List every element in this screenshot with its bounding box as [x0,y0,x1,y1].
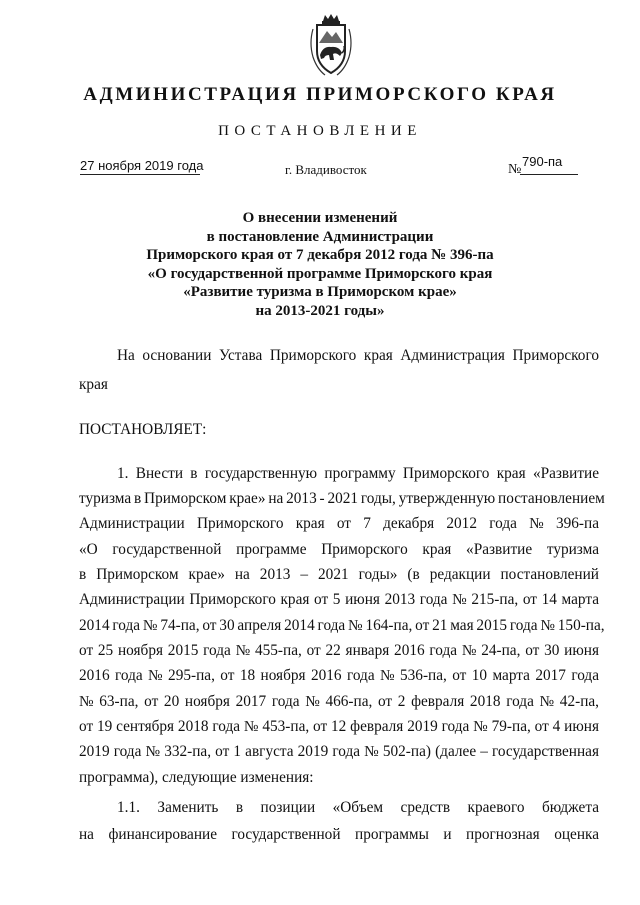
subject-line: на 2013-2021 годы» [255,302,385,319]
subject-line: в постановление Администрации [206,228,434,245]
item1-line: от 19 сентября 2018 года № 453-па, от 12 февраля 2019 года № 79-па, от 4 июня [79,718,599,735]
item1-line: Администрации Приморского края от 5 июня 2013 года № 215-па, от 14 марта [79,591,599,608]
document-number: 790-па [522,154,563,169]
document-subject [0,209,640,321]
subject-line: Приморского края от 7 декабря 2012 года № 396-па [146,247,494,264]
item1-line: 2016 года № 295-па, от 18 ноября 2016 года № 536-па, от 10 марта 2017 года [79,667,599,684]
document-city: г. Владивосток [285,162,367,177]
item1-line: Администрации Приморского края от 7 декабря 2012 года № 396-па [79,515,599,532]
subject-line: «О государственной программе Приморского края [147,265,493,282]
document-number-label: № [508,162,522,177]
item1-line: «О государственной программе Приморского края «Развитие туризма [79,541,599,558]
basis-line: На основании Устава Приморского края Администрация Приморского [117,347,599,364]
item1-line: туризма в Приморском крае» на 2013 - 2021 годы, утвержденную постановлением [79,490,605,507]
primorsky-krai-coat-of-arms-icon [303,13,359,77]
subject-line: «Развитие туризма в Приморском крае» [183,284,457,301]
document-date: 27 ноября 2019 года [80,158,204,173]
item1-1-line: 1.1. Заменить в позиции «Объем средств краевого бюджета [117,799,599,816]
item1-line: в Приморском крае» на 2013 – 2021 годы» (в редакции постановлений [79,566,599,583]
document-type: ПОСТАНОВЛЕНИЕ [218,123,422,139]
item1-1-line: на финансирование государственной программы и прогнозная оценка [79,826,599,843]
item1-line: № 63-па, от 20 ноября 2017 года № 466-па, от 2 февраля 2018 года № 42-па, [79,693,599,710]
item1-line: от 25 ноября 2015 года № 455-па, от 22 января 2016 года № 24-па, от 30 июня [79,642,599,659]
date-underline [80,174,200,175]
item1-line: 2019 года № 332-па, от 1 августа 2019 года № 502-па) (далее – государственная [79,743,599,760]
subject-line: О внесении изменений [242,210,398,226]
number-underline [520,174,578,175]
organization-title: АДМИНИСТРАЦИЯ ПРИМОРСКОГО КРАЯ [83,84,557,105]
item1-line: 2014 года № 74-па, от 30 апреля 2014 года № 164-па, от 21 мая 2015 года № 150-па, [79,617,605,634]
resolves-heading: ПОСТАНОВЛЯЕТ: [79,421,207,438]
basis-line: края [79,376,108,393]
item1-line: 1. Внести в государственную программу Приморского края «Развитие [117,465,599,482]
item1-line: программа), следующие изменения: [79,769,314,786]
